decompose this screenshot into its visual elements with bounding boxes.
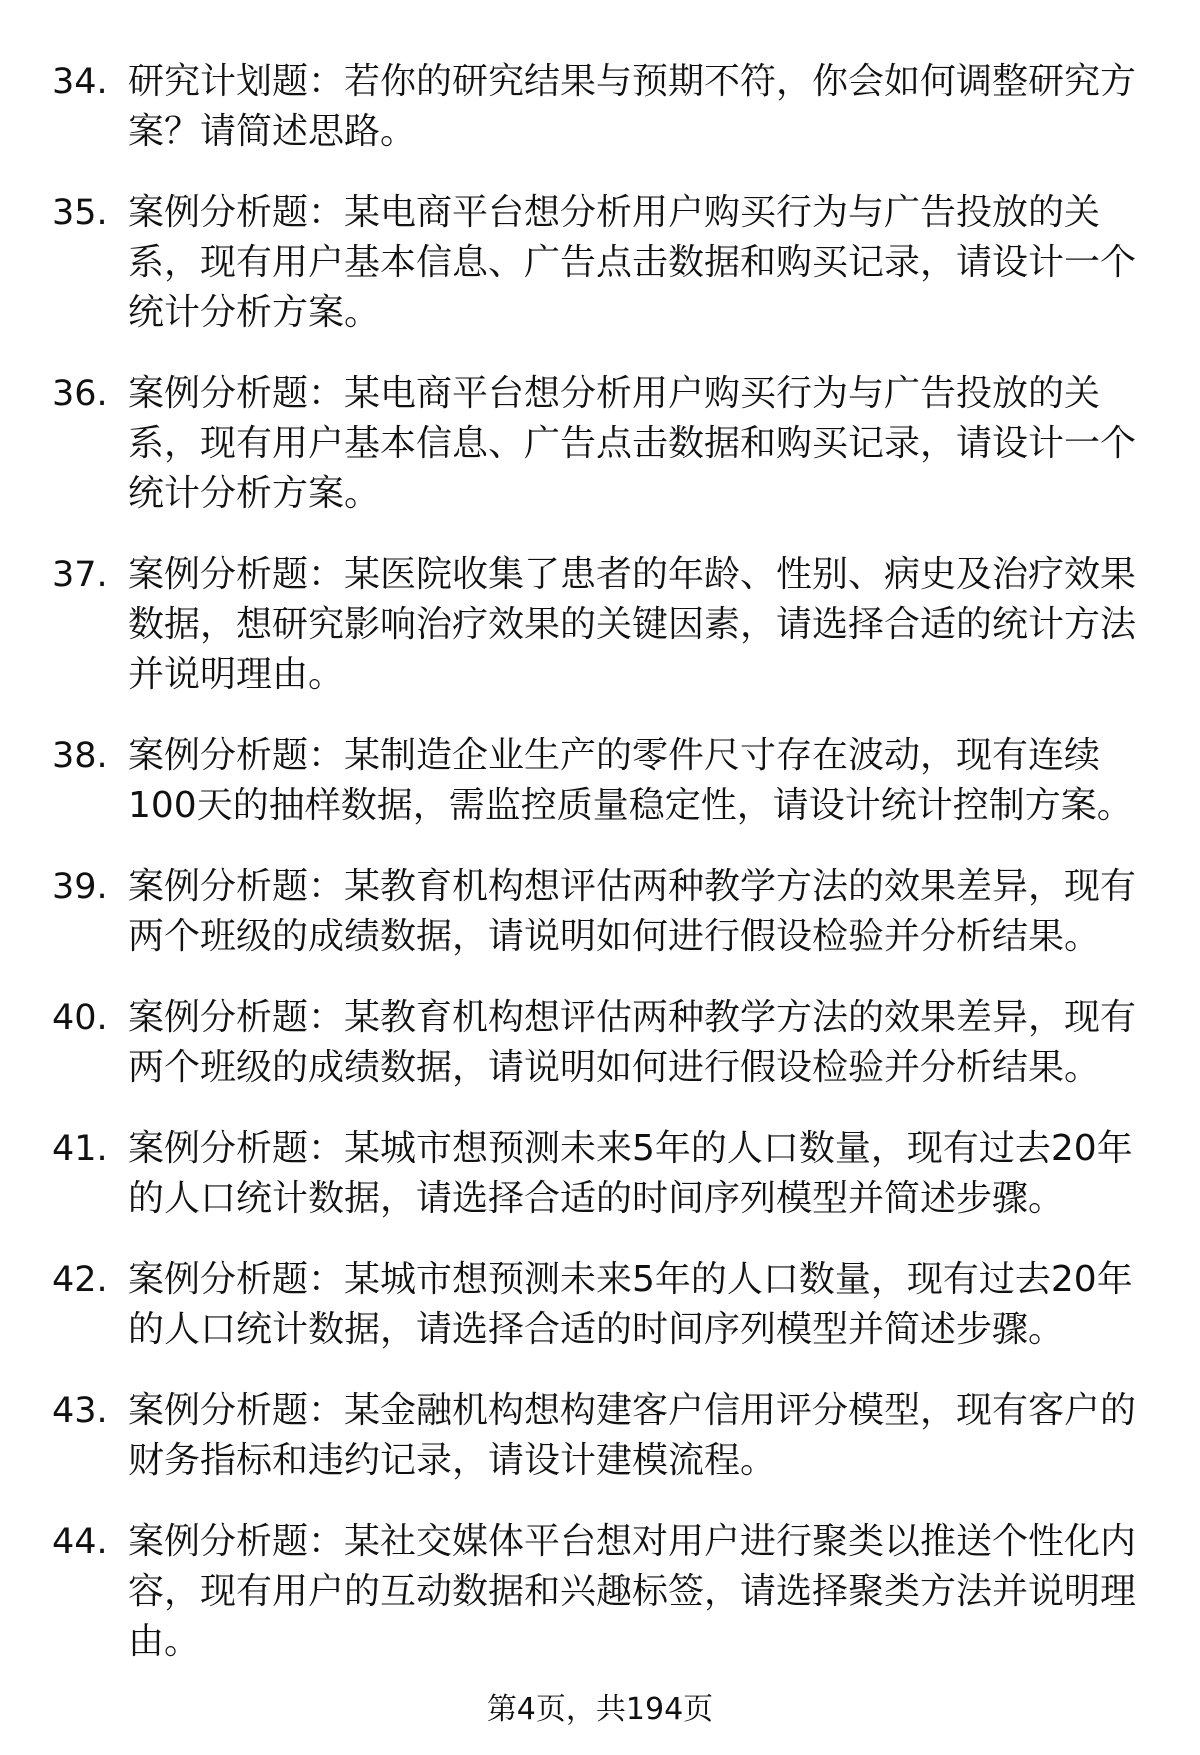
question-number: 36. <box>52 374 108 414</box>
question-number: 44. <box>52 1522 108 1562</box>
question-text-line: 案例分析题：某城市想预测未来5年的人口数量，现有过去20年 <box>128 1259 1133 1300</box>
question-item <box>0 993 1200 1093</box>
question-text-line: 研究计划题：若你的研究结果与预期不符，你会如何调整研究方 <box>128 61 1137 102</box>
question-text-line: 由。 <box>128 1621 201 1662</box>
question-text-line: 容，现有用户的互动数据和兴趣标签，请选择聚类方法并说明理 <box>128 1571 1137 1612</box>
question-item <box>0 550 1200 700</box>
question-text-line: 并说明理由。 <box>128 654 345 695</box>
question-text-line: 案例分析题：某城市想预测未来5年的人口数量，现有过去20年 <box>128 1128 1133 1169</box>
question-text-line: 案例分析题：某教育机构想评估两种教学方法的效果差异，现有 <box>128 997 1137 1038</box>
question-text-line: 案例分析题：某医院收集了患者的年龄、性别、病史及治疗效果 <box>128 554 1137 595</box>
question-item <box>0 862 1200 962</box>
question-item <box>0 1386 1200 1486</box>
question-number: 38. <box>52 736 108 776</box>
question-number: 42. <box>52 1260 108 1300</box>
page-footer: 第4页，共194页 <box>486 1692 714 1727</box>
question-number: 37. <box>52 555 108 595</box>
question-text-line: 财务指标和违约记录，请设计建模流程。 <box>128 1440 777 1481</box>
question-text-line: 统计分析方案。 <box>128 292 381 333</box>
question-number: 43. <box>52 1391 108 1431</box>
question-item <box>0 1517 1200 1667</box>
question-item <box>0 57 1200 157</box>
question-number: 41. <box>52 1129 108 1169</box>
question-number: 39. <box>52 867 108 907</box>
question-item <box>0 731 1200 831</box>
question-list <box>0 57 1200 1698</box>
question-text-line: 案例分析题：某制造企业生产的零件尺寸存在波动，现有连续 <box>128 735 1101 776</box>
question-text-line: 100天的抽样数据，需监控质量稳定性，请设计统计控制方案。 <box>128 785 1133 826</box>
question-item <box>0 1255 1200 1355</box>
question-number: 34. <box>52 62 108 102</box>
question-number: 40. <box>52 998 108 1038</box>
question-item <box>0 1124 1200 1224</box>
question-text-line: 系，现有用户基本信息、广告点击数据和购买记录，请设计一个 <box>128 423 1137 464</box>
question-item <box>0 369 1200 519</box>
question-text-line: 两个班级的成绩数据，请说明如何进行假设检验并分析结果。 <box>128 916 1101 957</box>
question-text-line: 案例分析题：某金融机构想构建客户信用评分模型，现有客户的 <box>128 1390 1137 1431</box>
question-item <box>0 188 1200 338</box>
question-text-line: 案例分析题：某教育机构想评估两种教学方法的效果差异，现有 <box>128 866 1137 907</box>
question-text-line: 的人口统计数据，请选择合适的时间序列模型并简述步骤。 <box>128 1178 1065 1219</box>
question-text-line: 案？请简述思路。 <box>128 111 417 152</box>
question-text-line: 数据，想研究影响治疗效果的关键因素，请选择合适的统计方法 <box>128 604 1137 645</box>
question-text-line: 统计分析方案。 <box>128 473 381 514</box>
question-number: 35. <box>52 193 108 233</box>
question-text-line: 案例分析题：某社交媒体平台想对用户进行聚类以推送个性化内 <box>128 1521 1137 1562</box>
question-text-line: 案例分析题：某电商平台想分析用户购买行为与广告投放的关 <box>128 192 1101 233</box>
question-text-line: 的人口统计数据，请选择合适的时间序列模型并简述步骤。 <box>128 1309 1065 1350</box>
question-text-line: 两个班级的成绩数据，请说明如何进行假设检验并分析结果。 <box>128 1047 1101 1088</box>
question-text-line: 案例分析题：某电商平台想分析用户购买行为与广告投放的关 <box>128 373 1101 414</box>
question-text-line: 系，现有用户基本信息、广告点击数据和购买记录，请设计一个 <box>128 242 1137 283</box>
